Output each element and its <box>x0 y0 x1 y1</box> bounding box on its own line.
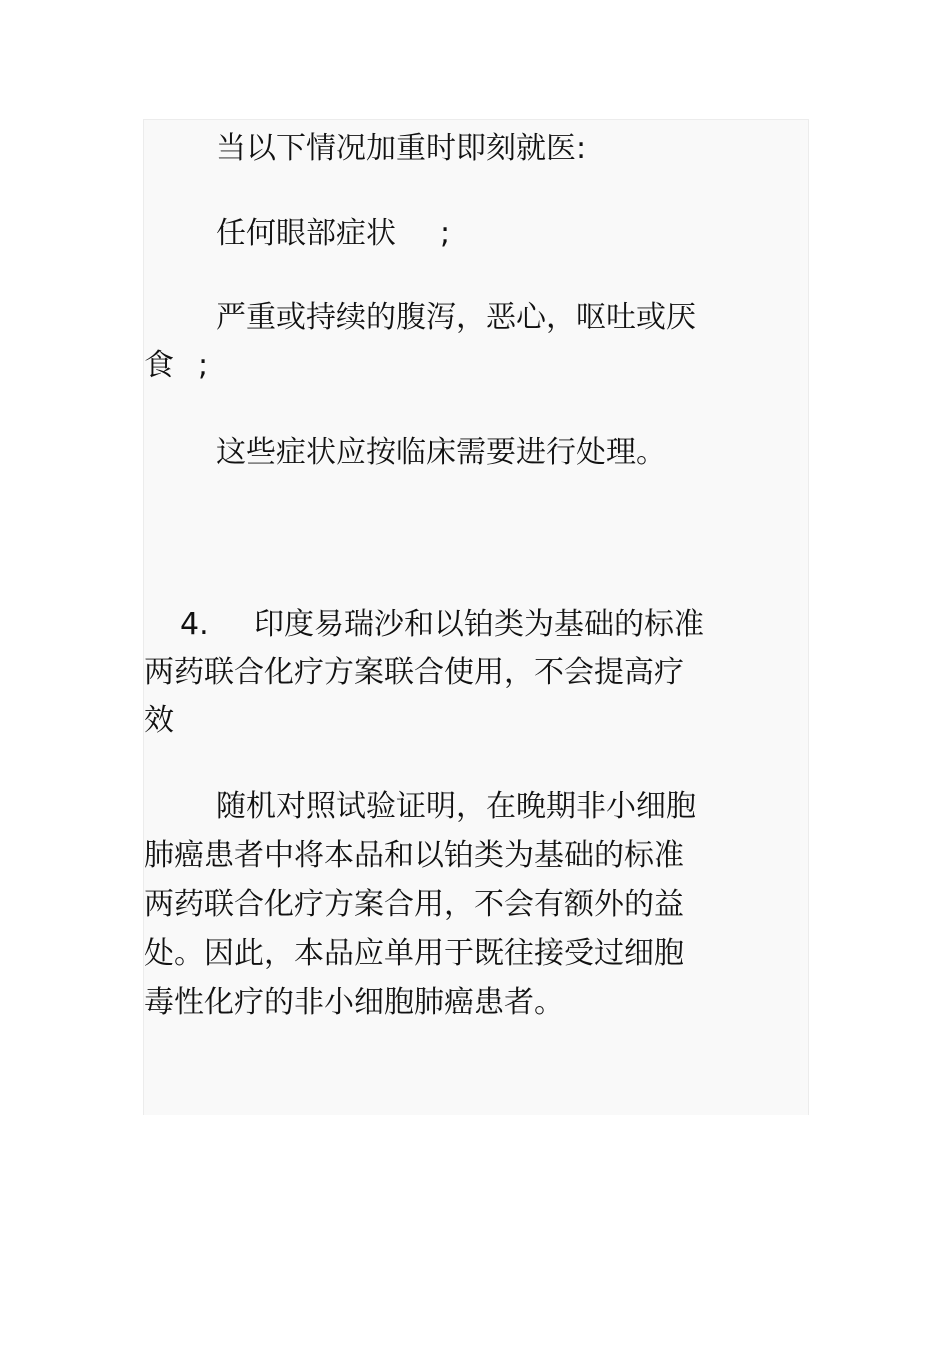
paragraph-rct-line5: 毒性化疗的非小细胞肺癌患者。 <box>144 985 564 1020</box>
paragraph-seek-care-heading: 当以下情况加重时即刻就医: <box>216 131 587 166</box>
document-page <box>143 119 809 1115</box>
paragraph-rct-line4: 处。因此，本品应单用于既往接受过细胞 <box>144 936 684 971</box>
paragraph-gi-symptoms-line1: 严重或持续的腹泻，恶心，呕吐或厌 <box>216 300 696 335</box>
gi-symptoms-tail-text: 食 <box>144 348 174 383</box>
eye-symptoms-punct: ; <box>440 216 451 251</box>
section-4-title-part1: 印度易瑞沙和以铂类为基础的标准 <box>254 607 704 642</box>
eye-symptoms-text: 任何眼部症状 <box>216 216 396 251</box>
paragraph-eye-symptoms <box>144 209 880 259</box>
paragraph-rct-line1: 随机对照试验证明，在晚期非小细胞 <box>216 789 696 824</box>
gi-symptoms-tail-punct: ; <box>198 348 209 383</box>
paragraph-gi-symptoms-line2 <box>144 341 808 391</box>
paragraph-clinical-handling: 这些症状应按临床需要进行处理。 <box>216 435 666 470</box>
paragraph-rct-line2: 肺癌患者中将本品和以铂类为基础的标准 <box>144 838 684 873</box>
section-4-heading-line2: 两药联合化疗方案联合使用，不会提高疗 <box>144 655 684 690</box>
paragraph-rct-line3: 两药联合化疗方案合用，不会有额外的益 <box>144 887 684 922</box>
section-4-heading-line1 <box>144 600 808 650</box>
section-4-heading-line3: 效 <box>144 703 174 738</box>
section-number: 4. <box>180 607 209 642</box>
